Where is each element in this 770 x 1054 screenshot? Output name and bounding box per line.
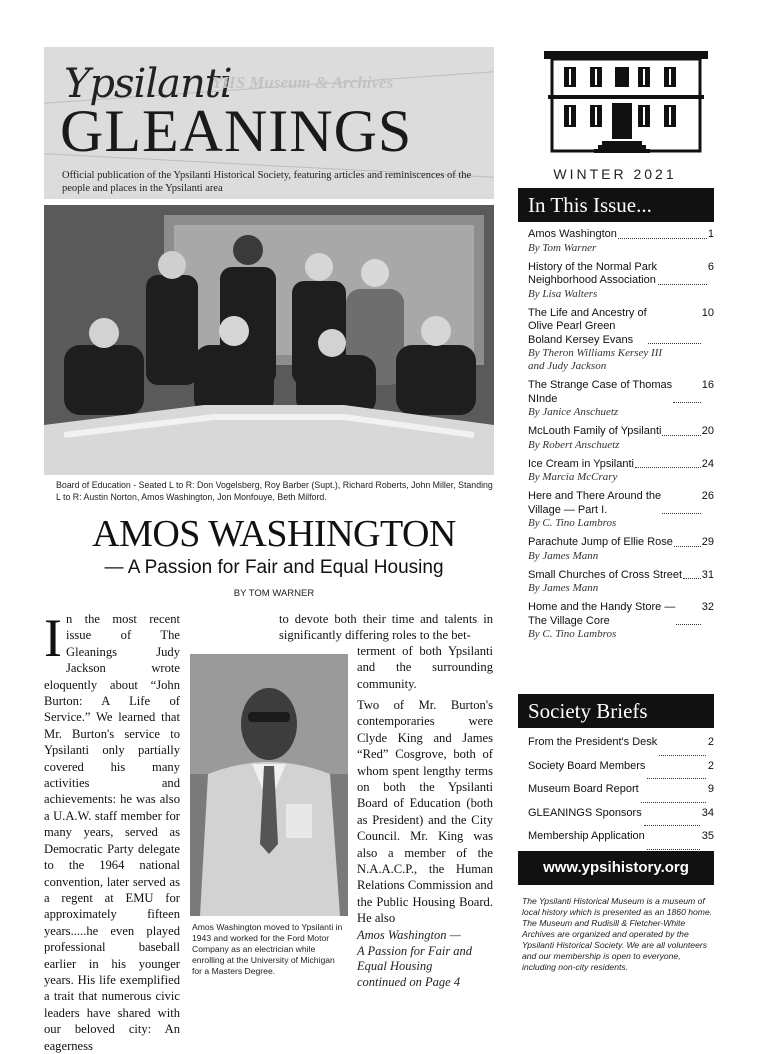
society-briefs-heading: Society Briefs	[518, 694, 714, 728]
museum-blurb: The Ypsilanti Historical Museum is a museum of local history which is presented as an 1860 home. The Museum and Rudisill & Fletcher-White Archives are organized and operated by the Ypsilanti Historical Society. We are all volunteers and our membership is open to everyone, including non-city residents.	[522, 896, 713, 972]
brief-item-page: 2	[707, 759, 714, 772]
amos-washington-portrait	[190, 654, 348, 916]
toc-item-page: 24	[701, 457, 714, 470]
toc-item-page: 10	[701, 306, 714, 319]
toc-item-title: Home and the Handy Store — The Village Core	[528, 601, 676, 627]
toc-item-page: 26	[701, 490, 714, 502]
toc-item[interactable]	[528, 228, 714, 255]
article-column-2-paragraph: Two of Mr. Burton's contemporaries were Clyde King and James “Red” Cosgrove, both of whom spent lengthy terms on both the Ypsilanti Board of Education (both as President) and the City Council. Mr. King was also a member of the N.A.A.C.P., the Human Relations Commission and the Public Housing Board. He also	[357, 698, 493, 926]
museum-tagline: YHS Museum & Archives	[212, 73, 394, 92]
toc-item-author: By Theron Williams Kersey III and Judy Jackson	[528, 347, 663, 372]
drop-cap: I	[44, 608, 62, 668]
portrait-caption: Amos Washington moved to Ypsilanti in 1943 and worked for the Ford Motor Company as an electrician while enrolling at the University of Michigan for a Masters Degree.	[192, 922, 343, 976]
dot-leader	[658, 261, 707, 285]
article-headline: AMOS WASHINGTON	[92, 513, 456, 555]
brief-item-title: Membership Application	[528, 830, 645, 842]
article-column-2-continued: terment of both Ypsilanti and the surrounding community.	[357, 644, 493, 691]
toc-item[interactable]	[528, 601, 714, 641]
table-of-contents	[528, 228, 714, 647]
toc-item-author: By Janice Anschuetz	[528, 406, 619, 418]
article-subhead: — A Passion for Fair and Equal Housing	[104, 557, 444, 578]
publication-title: GLEANINGS	[60, 98, 413, 164]
article-column-1	[44, 608, 180, 1054]
brief-item[interactable]	[528, 783, 714, 807]
toc-item-author: By C. Tino Lambros	[528, 517, 617, 529]
board-of-education-photo	[44, 205, 494, 475]
continued-notice[interactable]	[357, 928, 497, 990]
brief-item-title: GLEANINGS Sponsors	[528, 806, 642, 819]
toc-item-author: By Tom Warner	[528, 241, 597, 254]
brief-item[interactable]	[528, 807, 714, 831]
toc-item-page: 20	[701, 425, 714, 437]
group-photo-caption: Board of Education - Seated L to R: Don Vogelsberg, Roy Barber (Supt.), Richard Roberts, John Miller, Standing L to R: Austin Norton, Amos Washington, Jon Monfouye, Beth Milford.	[56, 480, 493, 502]
toc-item-title: Parachute Jump of Ellie Rose	[528, 536, 673, 548]
brief-item-page: 2	[707, 736, 714, 748]
toc-item-author: By Lisa Walters	[528, 287, 598, 300]
toc-item-page: 6	[707, 260, 714, 273]
issue-season: WINTER 2021	[553, 166, 677, 182]
masthead	[44, 47, 494, 199]
official-description: Official publication of the Ypsilanti Historical Society, featuring articles and reminiscences of the people and places in the Ypsilanti area	[62, 170, 472, 194]
dot-leader	[674, 536, 701, 547]
toc-item-page: 16	[701, 379, 714, 391]
brief-item-title: Society Board Members	[528, 759, 646, 772]
in-this-issue-heading: In This Issue...	[518, 188, 714, 222]
script-title: Ypsilanti	[64, 61, 232, 107]
dot-leader	[641, 783, 706, 803]
brief-item-page: 35	[701, 830, 714, 842]
toc-item-title: The Life and Ancestry of Olive Pearl Green Boland Kersey Evans	[528, 306, 647, 346]
article-text: n the most recent issue of The Gleanings Judy Jackson wrote eloquently about “John Burton: A Life of Service.” We learned that Mr. Burton's service to Ypsilanti only partially covered his many activities and achievements: he was also a U.A.W. staff member for many years, served as Democratic Party delegate to the 1964 national convention, later served as a regent at EMU for approximately fifteen years.....he even played professional baseball earlier in his younger years. His life exemplified a trait that numerous civic leaders have shared with our beloved city: An eagerness	[44, 612, 180, 1053]
toc-item-title: Amos Washington	[528, 228, 617, 240]
brief-item-title: Museum Board Report	[528, 783, 639, 795]
toc-item[interactable]	[528, 458, 714, 485]
brief-item-title: From the President's Desk	[528, 736, 658, 748]
toc-item-title: Small Churches of Cross Street	[528, 568, 683, 581]
dot-leader	[683, 569, 701, 580]
toc-item[interactable]	[528, 490, 714, 530]
toc-item[interactable]	[528, 569, 714, 596]
toc-item-title: The Strange Case of Thomas NInde	[528, 379, 673, 405]
toc-item-author: By Marcia McCrary	[528, 471, 618, 483]
dot-leader	[648, 307, 701, 345]
toc-item-page: 1	[707, 228, 714, 240]
toc-item-author: By C. Tino Lambros	[528, 628, 617, 640]
toc-item-title: Here and There Around the Village — Part I.	[528, 490, 662, 516]
article-byline: BY TOM WARNER	[233, 588, 315, 599]
toc-item-title: Ice Cream in Ypsilanti	[528, 457, 634, 470]
toc-item-author: By James Mann	[528, 549, 599, 562]
brief-item[interactable]	[528, 760, 714, 784]
museum-building-icon	[542, 45, 710, 163]
toc-item[interactable]	[528, 379, 714, 419]
toc-item[interactable]	[528, 425, 714, 452]
toc-item-title: McLouth Family of Ypsilanti	[528, 425, 662, 437]
brief-item[interactable]	[528, 736, 714, 760]
dot-leader	[676, 601, 700, 625]
toc-item[interactable]	[528, 307, 714, 374]
dot-leader	[647, 760, 705, 780]
toc-item[interactable]	[528, 536, 714, 563]
brief-item[interactable]	[528, 830, 714, 854]
society-briefs-list	[528, 736, 714, 854]
continued-text: Amos Washington — A Passion for Fair and Equal Housing continued on Page 4	[357, 928, 473, 989]
toc-item-author: By Robert Anschuetz	[528, 438, 620, 451]
brief-item-page: 9	[707, 783, 714, 795]
article-column-2-top: to devote both their time and talents in significantly differing roles to the bet-	[279, 612, 493, 643]
dot-leader	[644, 807, 700, 827]
toc-item-page: 29	[701, 536, 714, 548]
dot-leader	[618, 228, 707, 239]
toc-item[interactable]	[528, 261, 714, 301]
dot-leader	[662, 490, 701, 514]
dot-leader	[673, 379, 701, 403]
toc-item-title: History of the Normal Park Neighborhood Association	[528, 260, 657, 286]
dot-leader	[662, 425, 700, 436]
dot-leader	[659, 736, 706, 756]
toc-item-author: By James Mann	[528, 582, 599, 594]
toc-item-page: 32	[701, 601, 714, 613]
dot-leader	[647, 830, 700, 850]
dot-leader	[635, 458, 701, 469]
brief-item-page: 34	[701, 806, 714, 819]
toc-item-page: 31	[701, 568, 714, 581]
website-link[interactable]: www.ypsihistory.org	[518, 851, 714, 885]
